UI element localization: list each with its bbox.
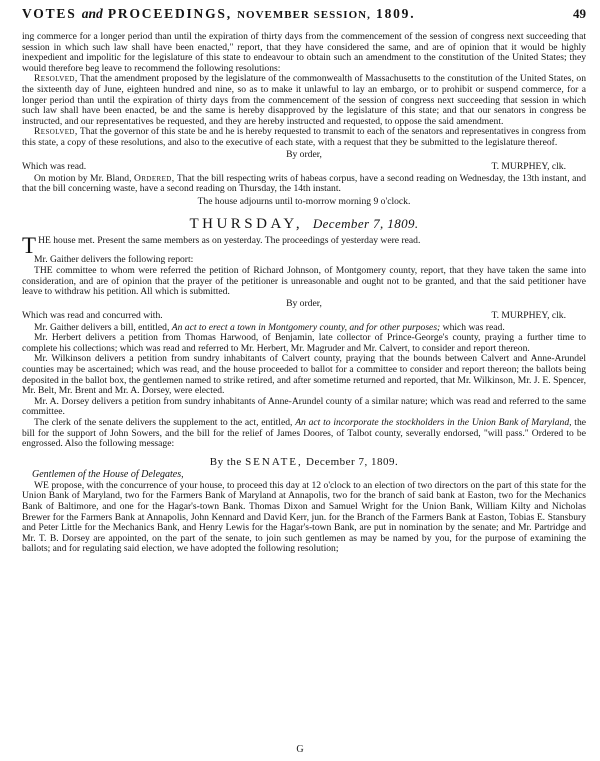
house-met: THE house met. Present the same members as on yesterday. The proceedings of yesterday were read. [22, 233, 421, 259]
dorsey-petition: Mr. A. Dorsey delivers a petition from sundry inhabitants of Anne-Arundel county of a similar nature; which was read and referred to the same committee. [22, 395, 586, 418]
adjournment: The house adjourns until to-morrow morning 9 o'clock. [197, 195, 411, 207]
by-order-1: By order, [286, 148, 322, 160]
town-bill: Mr. Gaither delivers a bill, entitled, An act to erect a town in Montgomery county, and for other purposes; which was read. [34, 321, 505, 333]
by-order-2: By order, [286, 297, 322, 309]
senate-message: WE propose, with the concurrence of your house, to proceed this day at 12 o'clock to an election of two directors on the part of this state for the Union Bank of Maryland, two for the Farmers Bank of Maryland at Annapolis, two for the branch of said bank at Easton, two for the Mechanics Bank of Baltimore, and one for the Hagar's-town Bank. Thomas Dixon and Samuel Wright for the Union Bank, William Kilty and Nicholas Brewer for the Farmers Bank at Annapolis, John Kennard and David Kerr, jun. for the Branch of the Farmers Bank at Easton, Tobias E. Stansbury and Peter Little for the Mechanics Bank, and Henry Lewis for the Hagar's-town Bank, are put in nomination by the senate; and Mr. Partridge and Mr. T. B. Dorsey are appointed, on the part of the senate, to join such gentlemen as may be named by you, for the purpose of examining the ballots; and for regulating said election, we have adopted the following resolution; [22, 479, 586, 555]
header-title: VOTES and PROCEEDINGS, NOVEMBER SESSION, 1809. [22, 6, 416, 21]
senate-clerk: The clerk of the senate delivers the supplement to the act, entitled, An act to incorporate the stockholders in the Union Bank of Maryland, the bill for the support of John Sowers, and the bill for the relief of James Doores, of Talbot county, severally endorsed, "will pass." Ordered to be engrossed. Also the following message: [22, 417, 586, 450]
continued-paragraph: ing commerce for a longer period than until the expiration of thirty days from the commencement of the session of congress next succeeding that session in which such law shall have been enacted," report, that they have considered the same, and are of opinion that it would be highly inexpedient and impolitic for the legislature of this state to endeavour to obtain such an amendment to the constitution of the United States; they would therefore beg leave to recommend the following resolutions: [22, 31, 586, 74]
signature-line-2: Which was read and concurred with. T. MURPHEY, clk. [22, 309, 566, 321]
resolution-2: Resolved, That the governor of this state be and he is hereby requested to transmit to each of the senators and representatives in congress from this state, a copy of these resolutions, and also to the executive of each state, with a request that they be submitted to the legislature thereof. [22, 126, 586, 148]
resolution-1: Resolved, That the amendment proposed by the legislature of the commonwealth of Massachusetts to the constitution of the United States, on the sixteenth day of June, eighteen hundred and nine, so as to make it unlawful to lay an embargo, or to prohibit or suspend commerce, for a longer period than until the expiration of thirty days from the commencement of the session of congress next succeeding that session in which such law shall have been enacted, be and the same is hereby disapproved by the legislature of this state; and that our senators in congress be instructed, and our representatives be requested, and they are hereby instructed and requested, to oppose the said amendment. [22, 73, 586, 127]
signature-mark: G [296, 744, 304, 755]
committee-report: THE committee to whom were referred the petition of Richard Johnson, of Montgomery county, report, that they have taken the same into consideration, and are of opinion that the prayer of the petitioner is unreasonable and ought not to be granted, and that the said petitioner have leave to withdraw his petition. All which is submitted. [22, 264, 586, 298]
drop-cap: T [22, 233, 37, 259]
day-heading: THURSDAY, December 7, 1809. [189, 216, 419, 233]
salutation: Gentlemen of the House of Delegates, [32, 468, 184, 480]
senate-heading: By the SENATE, December 7, 1809. [209, 455, 399, 468]
signature-line-1: Which was read. T. MURPHEY, clk. [22, 160, 566, 172]
wilkinson-petition: Mr. Wilkinson delivers a petition from sundry inhabitants of Calvert county, praying that the bounds between Calvert and Anne-Arundel counties may be ascertained; which was read, and the house proceeded to ballot for a committee to consider and report thereon; the ballots being deposited in the ballot box, the gentlemen named to strike retired, and after sometime returned and reported, that Mr. Wilkinson, Mr. J. E. Spencer, Mr. Belt, Mr. Brent and Mr. A. Dorsey, were elected. [22, 353, 586, 397]
running-header [22, 6, 586, 32]
gaither-report: Mr. Gaither delivers the following report: [34, 254, 194, 266]
motion-paragraph: On motion by Mr. Bland, Ordered, That the bill respecting writs of habeas corpus, have a second reading on Wednesday, the 13th instant, and that the bill concerning waste, have a second reading on Thursday, the 14th instant. [22, 172, 586, 195]
page-number: 49 [573, 6, 586, 21]
herbert-petition: Mr. Herbert delivers a petition from Thomas Harwood, of Benjamin, late collector of Prince-George's county, praying a further time to complete his collections; which was read and referred to Mr. Herbert, Mr. Magruder and Mr. Calvert, to consider and report thereon. [22, 332, 586, 354]
